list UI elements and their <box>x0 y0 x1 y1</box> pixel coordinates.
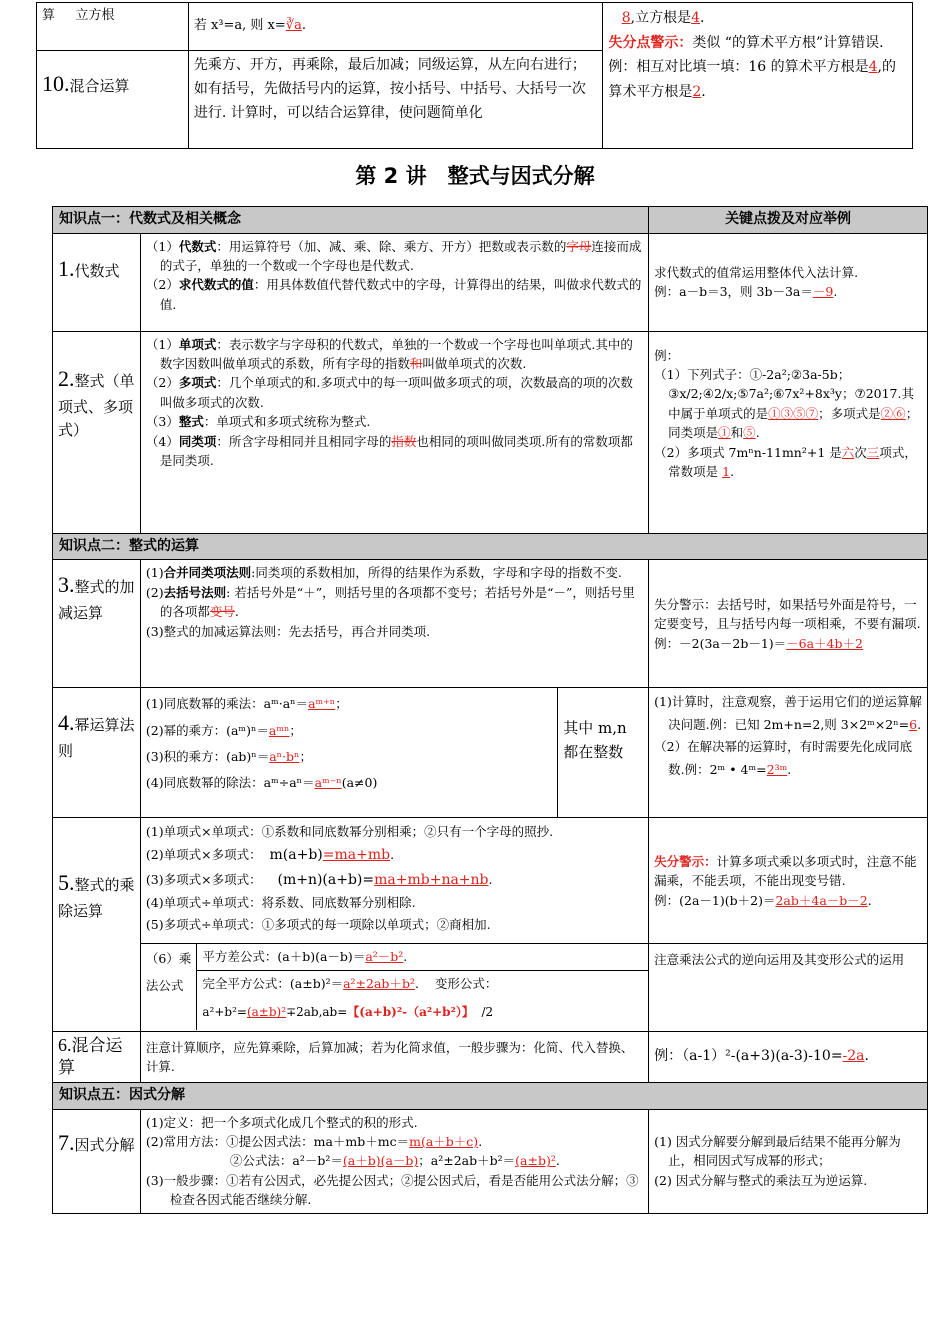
cube-root-answer: ∛a <box>285 18 302 34</box>
cell-cube-content: 若 x³=a, 则 x=∛a. <box>188 3 603 51</box>
cell-cube-right: 8,立方根是4. 失分点警示：类似 “的算术平方根”计算错误. 例：相互对比填一填：16 的算术平方根是4,的算术平方根是2. <box>603 3 913 149</box>
label-algebraic-expression: 1.代数式 <box>53 233 141 331</box>
row-power-rules: 4.幂运算法则 (1)同底数幂的乘法：aᵐ·aⁿ＝aᵐ⁺ⁿ； (2)幂的乘方：(aᵐ)ⁿ＝aᵐⁿ； (3)积的乘方：(ab)ⁿ＝aⁿ·bⁿ； (4)同底数幂的除法：aᵐ÷aⁿ＝aᵐ⁻ⁿ(a≠0) 其中 m,n 都在整数 (1)计算时，注意观察，善于运用它们的逆运算解决问题.例：已知 2m+n=2,则 3×2ᵐ×2ⁿ=6. （2）在解决幂的运算时，有时需要先化成同底数.例：2ᵐ • 4ᵐ=2³ᵐ. <box>53 688 928 818</box>
page-title: 第 2 讲 整式与因式分解 <box>355 164 595 188</box>
label-integral-expression: 2.整式（单项式、多项式） <box>53 331 141 533</box>
row-multiplication-formulas: （6）乘法公式 平方差公式：(a＋b)(a－b)＝a²－b². 完全平方公式：(a±b)²＝a²±2ab＋b². 变形公式： a²+b²=(a±b)²∓2ab,ab=【(a+b)²-（a²+b²）】 /2 注意乘法公式的逆向运用及其变形公式的运用 <box>53 944 928 1032</box>
section-header-2: 知识点二：整式的运算 <box>53 533 928 560</box>
row-integral-expression: 2.整式（单项式、多项式） （1）单项式：表示数字与字母积的代数式，单独的一个数或一个字母也叫单项式.其中的数字因数叫做单项式的系数，所有字母的指数和叫做单项式的次数. （2）多项式：几个单项式的和.多项式中的每一项叫做多项式的项，次数最高的项的次数叫做多项式的次数. （3）整式：单项式和多项式统称为整式. （4）同类项：所含字母相同并且相同字母的指数也相同的项叫做同类项.所有的常数项都是同类项. 例： （1）下列式子：①-2a²;②3a-5b；③x/2;④2/x;⑤7a²;⑥7x²+8x³y；⑦2017.其中属于单项式的是①③⑤⑦；多项式是②⑥；同类项是①和⑤. （2）多项式 7mⁿn-11mn²+1 是六次三项式，常数项是 1. <box>53 331 928 533</box>
main-table <box>52 206 928 1214</box>
row-add-subtract: 3.整式的加减运算 (1)合并同类项法则:同类项的系数相加，所得的结果作为系数，字母和字母的指数不变. (2)去括号法则: 若括号外是“＋”，则括号里的各项都不变号；若括号外是“－”，则括号里的各项都变号. (3)整式的加减运算法则：先去括号，再合并同类项. 失分警示：去括号时，如果括号外面是符号，一定要变号，且与括号内每一项相乘，不要有漏项. 例：－2(3a－2b－1)＝－6a＋4b＋2 <box>53 560 928 688</box>
section-header-5: 知识点五：因式分解 <box>53 1082 928 1109</box>
cell-mix-content: 先乘方、开方，再乘除，最后加减；同级运算，从左向右进行；如有括号，先做括号内的运算，按小括号、中括号、大括号一次进行. 计算时，可以结合运算律，使问题简单化 <box>188 51 603 149</box>
row-mixed-operations: 6.混合运算 注意计算顺序，应先算乘除，后算加减；若为化简求值，一般步骤为：化简、代入替换、计算. 例：（a-1）²-(a+3)(a-3)-10=-2a. <box>53 1032 928 1083</box>
row-cube-root <box>37 3 913 51</box>
cell-mix-label: 10.混合运算 <box>37 51 189 149</box>
top-table <box>36 2 913 149</box>
formula-subtable: （6）乘法公式 平方差公式：(a＋b)(a－b)＝a²－b². 完全平方公式：(a±b)²＝a²±2ab＋b². 变形公式： a²+b²=(a±b)²∓2ab,ab=【(a+b)²-（a²+b²）】 /2 <box>141 944 648 1030</box>
cell-cube-b: 立方根 <box>70 3 188 51</box>
row-algebraic-expression: 1.代数式 （1）代数式：用运算符号（加、减、乘、除、乘方、开方）把数或表示数的字母连接而成的式子，单独的一个数或一个字母也是代数式. （2）求代数式的值：用具体数值代替代数式中的字母，计算得出的结果，叫做求代数式的值. 求代数式的值常运用整体代入法计算. 例：a－b＝3，则 3b－3a＝－9. <box>53 233 928 331</box>
row-factorization: 7.因式分解 (1)定义：把一个多项式化成几个整式的积的形式. (2)常用方法：①提公因式法：ma＋mb＋mc＝m(a＋b＋c). ②公式法：a²－b²＝(a＋b)(a－b)；a²±2ab＋b²＝(a±b)². (3)一般步骤：①若有公因式，必先提公因式；②提公因式后，看是否能用公式法分解；③检查各因式能否继续分解. (1) 因式分解要分解到最后结果不能再分解为止，相同因式写成幂的形式； (2) 因式分解与整式的乘法互为逆运算. <box>53 1109 928 1213</box>
section-header-1: 知识点一：代数式及相关概念 关键点拨及对应举例 <box>53 207 928 234</box>
row-multiply-divide: 5.整式的乘除运算 (1)单项式×单项式：①系数和同底数幂分别相乘；②只有一个字母的照抄. (2)单项式×多项式： m(a+b)=ma+mb. (3)多项式×多项式： (m+n)(a+b)=ma+mb+na+nb. (4)单项式÷单项式：将系数、同底数幂分别相除. (5)多项式÷单项式：①多项式的每一项除以单项式；②商相加. 失分警示：计算多项式乘以多项式时，注意不能漏乘，不能丢项，不能出现变号错. 例：(2a－1)(b＋2)＝2ab＋4a－b－2. <box>53 818 928 944</box>
warning-label: 失分点警示： <box>608 34 693 51</box>
cell-cube-a: 算 <box>37 3 71 51</box>
